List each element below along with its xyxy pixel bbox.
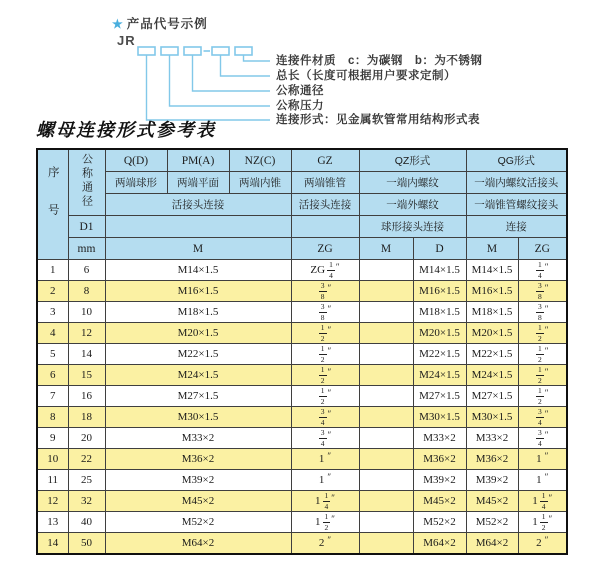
cell-seq: 6 [37, 365, 68, 386]
col-header-mm: mm [68, 238, 105, 260]
cell-dn: 40 [68, 512, 105, 533]
code-label-nominal-dia: 公称通径 [276, 85, 324, 97]
cell-qg-zg: $\frac{3}{8}$ ″ [518, 302, 567, 323]
cell-qg-zg: $\frac{3}{4}$ ″ [518, 407, 567, 428]
fraction: $\frac{3}{4}$ [538, 407, 542, 427]
blank-cell-left [105, 216, 291, 238]
cell-dn: 20 [68, 428, 105, 449]
cell-dn: 14 [68, 344, 105, 365]
fraction: $\frac{3}{4}$ [320, 428, 325, 448]
subhead-qg-taper: 一端锥管螺纹接头 [466, 194, 567, 216]
cell-seq: 8 [37, 407, 68, 428]
cell-gz: $\frac{1}{2}$ ″ [291, 323, 359, 344]
cell-seq: 13 [37, 512, 68, 533]
cell-m: M33×2 [105, 428, 291, 449]
cell-qz-m [359, 428, 413, 449]
cell-qg-m: M39×2 [466, 470, 518, 491]
subhead-connect: 连接 [466, 216, 567, 238]
cell-seq: 7 [37, 386, 68, 407]
col-group-qz: QZ形式 [359, 149, 466, 172]
cell-qz-m [359, 302, 413, 323]
cell-seq: 4 [37, 323, 68, 344]
cell-qg-zg: $\frac{1}{2}$ ″ [518, 323, 567, 344]
fraction: $\frac{1}{2}$ [538, 323, 542, 343]
cell-m: M52×2 [105, 512, 291, 533]
cell-qz-m [359, 533, 413, 555]
cell-qz-m [359, 407, 413, 428]
cell-dn: 16 [68, 386, 105, 407]
cell-qg-m: M16×1.5 [466, 281, 518, 302]
cell-dn: 25 [68, 470, 105, 491]
diagram-heading [112, 14, 208, 32]
cell-qz-d: M52×2 [413, 512, 466, 533]
fraction: $\frac{1}{2}$ [320, 386, 325, 406]
cell-qz-d: M16×1.5 [413, 281, 466, 302]
cell-gz: $\frac{3}{8}$ ″ [291, 302, 359, 323]
cell-qg-zg: 1 ″ [518, 470, 567, 491]
cell-seq: 9 [37, 428, 68, 449]
cell-qg-zg: 1 $\frac{1}{2}$ ″ [518, 512, 567, 533]
cell-dn: 50 [68, 533, 105, 555]
fraction: $\frac{3}{8}$ [538, 281, 542, 301]
unit-zg-qg: ZG [518, 238, 567, 260]
col-group-qg: QG形式 [466, 149, 567, 172]
cell-dn: 22 [68, 449, 105, 470]
fraction: $\frac{1}{4}$ [324, 491, 329, 511]
subhead-pma: 两端平面 [167, 172, 229, 194]
cell-gz: 1 $\frac{1}{2}$ ″ [291, 512, 359, 533]
cell-seq: 5 [37, 344, 68, 365]
subhead-nzc: 两端内锥 [229, 172, 291, 194]
table-header [37, 149, 567, 260]
cell-qz-d: M39×2 [413, 470, 466, 491]
cell-gz: $\frac{3}{8}$ ″ [291, 281, 359, 302]
fraction: $\frac{1}{4}$ [329, 260, 333, 280]
cell-m: M36×2 [105, 449, 291, 470]
cell-gz: $\frac{1}{2}$ ″ [291, 386, 359, 407]
cell-qz-d: M27×1.5 [413, 386, 466, 407]
fraction: $\frac{3}{8}$ [320, 281, 325, 301]
code-box-3 [184, 47, 201, 55]
cell-qg-zg: 1 ″ [518, 449, 567, 470]
cell-gz: $\frac{3}{4}$ ″ [291, 407, 359, 428]
cell-qz-m [359, 449, 413, 470]
table-row [37, 533, 567, 555]
fraction: $\frac{1}{2}$ [320, 365, 325, 385]
table-row [37, 281, 567, 302]
cell-seq: 3 [37, 302, 68, 323]
cell-m: M14×1.5 [105, 260, 291, 281]
cell-qz-m [359, 281, 413, 302]
col-group-nzc: NZ(C) [229, 149, 291, 172]
cell-qg-m: M36×2 [466, 449, 518, 470]
cell-qz-m [359, 365, 413, 386]
subhead-ball-joint: 球形接头连接 [359, 216, 466, 238]
cell-gz: 1 $\frac{1}{4}$ ″ [291, 491, 359, 512]
col-header-d1: D1 [68, 216, 105, 238]
table-row [37, 302, 567, 323]
code-box-4 [212, 47, 229, 55]
table-row [37, 449, 567, 470]
nut-connection-table [36, 148, 568, 555]
table-row [37, 407, 567, 428]
fraction: $\frac{1}{2}$ [320, 344, 325, 364]
col-group-gz: GZ [291, 149, 359, 172]
fraction: $\frac{1}{2}$ [541, 512, 546, 532]
cell-qg-m: M64×2 [466, 533, 518, 555]
unit-m-left: M [105, 238, 291, 260]
cell-qz-m [359, 386, 413, 407]
cell-qz-d: M30×1.5 [413, 407, 466, 428]
fraction: $\frac{3}{4}$ [320, 407, 325, 427]
fraction: $\frac{1}{2}$ [538, 344, 542, 364]
cell-m: M24×1.5 [105, 365, 291, 386]
cell-m: M20×1.5 [105, 323, 291, 344]
star-icon: ★ [112, 17, 124, 31]
cell-dn: 10 [68, 302, 105, 323]
cell-dn: 12 [68, 323, 105, 344]
code-label-nominal-press: 公称压力 [276, 100, 324, 112]
cell-qz-d: M64×2 [413, 533, 466, 555]
col-header-seq: 序号 [37, 149, 68, 260]
cell-qg-zg: 2 ″ [518, 533, 567, 555]
cell-qz-m [359, 470, 413, 491]
cell-qz-d: M20×1.5 [413, 323, 466, 344]
blank-cell-gz [291, 216, 359, 238]
table-row [37, 260, 567, 281]
code-box-5 [235, 47, 252, 55]
cell-gz: $\frac{3}{4}$ ″ [291, 428, 359, 449]
unit-d-qz: D [413, 238, 466, 260]
subhead-union-left: 活接头连接 [105, 194, 291, 216]
cell-qz-d: M33×2 [413, 428, 466, 449]
col-group-qd: Q(D) [105, 149, 167, 172]
cell-qz-m [359, 344, 413, 365]
cell-seq: 10 [37, 449, 68, 470]
code-box-2 [161, 47, 178, 55]
cell-qz-d: M24×1.5 [413, 365, 466, 386]
cell-qz-m [359, 260, 413, 281]
cell-gz: ZG $\frac{1}{4}$ ″ [291, 260, 359, 281]
cell-m: M39×2 [105, 470, 291, 491]
cell-seq: 1 [37, 260, 68, 281]
cell-qg-zg: $\frac{1}{4}$ ″ [518, 260, 567, 281]
cell-qg-zg: $\frac{3}{4}$ ″ [518, 428, 567, 449]
unit-m-qg: M [466, 238, 518, 260]
subhead-qz: 一端内螺纹 [359, 172, 466, 194]
subhead-qd: 两端球形 [105, 172, 167, 194]
cell-gz: $\frac{1}{2}$ ″ [291, 344, 359, 365]
cell-qg-m: M52×2 [466, 512, 518, 533]
cell-m: M45×2 [105, 491, 291, 512]
unit-m-qz: M [359, 238, 413, 260]
cell-qg-m: M20×1.5 [466, 323, 518, 344]
cell-gz: 1 ″ [291, 470, 359, 491]
cell-m: M22×1.5 [105, 344, 291, 365]
cell-qg-m: M14×1.5 [466, 260, 518, 281]
col-header-dn: 公称通径 [68, 149, 105, 216]
table-title: 螺母连接形式参考表 [36, 120, 216, 141]
code-prefix: JR [117, 33, 136, 48]
cell-qz-m [359, 323, 413, 344]
fraction: $\frac{3}{4}$ [538, 428, 542, 448]
cell-seq: 11 [37, 470, 68, 491]
cell-qz-m [359, 491, 413, 512]
cell-m: M16×1.5 [105, 281, 291, 302]
table-row [37, 512, 567, 533]
col-group-pma: PM(A) [167, 149, 229, 172]
code-label-material: 连接件材质 c：为碳钢 b：为不锈钢 [276, 55, 483, 67]
cell-qz-d: M18×1.5 [413, 302, 466, 323]
cell-qg-m: M24×1.5 [466, 365, 518, 386]
cell-seq: 14 [37, 533, 68, 555]
subhead-qz-ext: 一端外螺纹 [359, 194, 466, 216]
fraction: $\frac{1}{4}$ [541, 491, 546, 511]
table-row [37, 344, 567, 365]
fraction: $\frac{1}{4}$ [538, 260, 542, 280]
cell-qg-m: M45×2 [466, 491, 518, 512]
cell-dn: 18 [68, 407, 105, 428]
cell-qg-zg: $\frac{3}{8}$ ″ [518, 281, 567, 302]
fraction: $\frac{3}{8}$ [538, 302, 542, 322]
cell-qg-zg: $\frac{1}{2}$ ″ [518, 344, 567, 365]
cell-qg-m: M30×1.5 [466, 407, 518, 428]
cell-qz-d: M45×2 [413, 491, 466, 512]
fraction: $\frac{1}{2}$ [538, 386, 542, 406]
cell-gz: 1 ″ [291, 449, 359, 470]
code-box-1 [138, 47, 155, 55]
table-row [37, 323, 567, 344]
cell-m: M64×2 [105, 533, 291, 555]
table-row [37, 491, 567, 512]
diagram-heading-text: 产品代号示例 [126, 17, 208, 31]
cell-dn: 8 [68, 281, 105, 302]
cell-dn: 6 [68, 260, 105, 281]
cell-qg-m: M33×2 [466, 428, 518, 449]
cell-qg-zg: 1 $\frac{1}{4}$ ″ [518, 491, 567, 512]
fraction: $\frac{1}{2}$ [538, 365, 542, 385]
fraction: $\frac{1}{2}$ [324, 512, 329, 532]
subhead-gz: 两端锥管 [291, 172, 359, 194]
cell-qg-zg: $\frac{1}{2}$ ″ [518, 386, 567, 407]
subhead-union-gz: 活接头连接 [291, 194, 359, 216]
fraction: $\frac{1}{2}$ [320, 323, 325, 343]
table-row [37, 428, 567, 449]
cell-qz-d: M14×1.5 [413, 260, 466, 281]
cell-qz-d: M36×2 [413, 449, 466, 470]
cell-qz-d: M22×1.5 [413, 344, 466, 365]
cell-seq: 2 [37, 281, 68, 302]
table-row [37, 365, 567, 386]
cell-dn: 32 [68, 491, 105, 512]
unit-zg-gz: ZG [291, 238, 359, 260]
cell-m: M30×1.5 [105, 407, 291, 428]
fraction: $\frac{3}{8}$ [320, 302, 325, 322]
cell-qg-m: M18×1.5 [466, 302, 518, 323]
code-label-total-length: 总长（长度可根据用户要求定制） [276, 70, 456, 82]
table-row [37, 386, 567, 407]
cell-qz-m [359, 512, 413, 533]
cell-m: M27×1.5 [105, 386, 291, 407]
cell-qg-m: M22×1.5 [466, 344, 518, 365]
cell-gz: 2 ″ [291, 533, 359, 555]
product-code-diagram [0, 0, 600, 135]
code-label-conn-type: 连接形式：见金属软管常用结构形式表 [276, 114, 480, 126]
cell-gz: $\frac{1}{2}$ ″ [291, 365, 359, 386]
table-row [37, 470, 567, 491]
cell-m: M18×1.5 [105, 302, 291, 323]
cell-qg-m: M27×1.5 [466, 386, 518, 407]
cell-qg-zg: $\frac{1}{2}$ ″ [518, 365, 567, 386]
subhead-qg: 一端内螺纹活接头 [466, 172, 567, 194]
table-body [37, 260, 567, 555]
cell-seq: 12 [37, 491, 68, 512]
cell-dn: 15 [68, 365, 105, 386]
